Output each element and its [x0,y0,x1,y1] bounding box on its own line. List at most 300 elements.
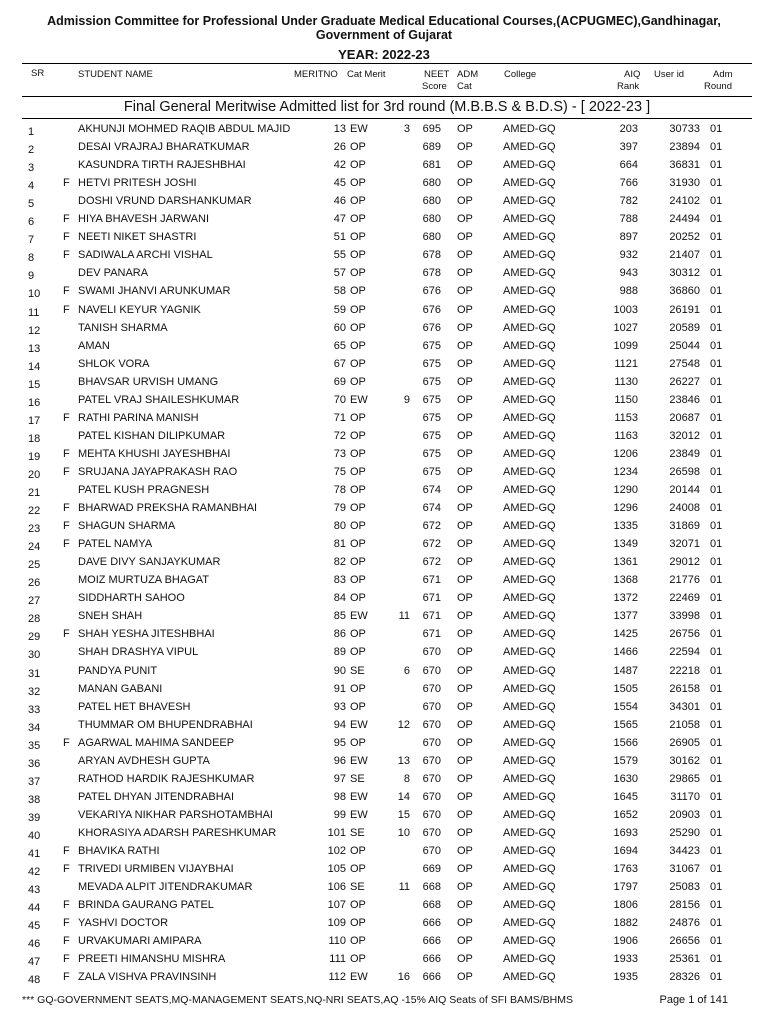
row-student-name: SHLOK VORA [78,357,150,370]
row-college: AMED-GQ [503,375,556,388]
row-aiq-rank: 1150 [614,393,638,406]
row-adm-cat: OP [457,700,473,713]
row-adm-round: 01 [710,556,723,569]
row-merit-no: 58 [333,285,346,298]
row-college: AMED-GQ [503,213,556,226]
row-aiq-rank: 766 [619,177,638,190]
row-user-id: 20903 [669,808,700,821]
row-user-id: 31067 [669,863,700,876]
row-sr: 48 [28,974,41,987]
row-merit-no: 86 [333,628,346,641]
row-adm-round: 01 [710,231,723,244]
row-aiq-rank: 1335 [613,520,638,533]
row-category: OP [350,303,366,316]
row-cat-merit: 11 [398,881,410,894]
row-gender: F [63,213,70,226]
row-merit-no: 45 [333,177,346,190]
row-category: EW [350,393,368,406]
row-adm-cat: OP [457,772,473,785]
row-college: AMED-GQ [503,267,556,280]
header-title: Admission Committee for Professional Under Graduate Medical Educational Courses,(ACPUGMEC),Gandhinagar, [47,14,721,28]
row-adm-cat: OP [457,195,473,208]
row-category: EW [350,790,368,803]
row-sr: 2 [28,144,35,157]
row-adm-cat: OP [457,646,473,659]
row-gender: F [63,935,70,948]
row-student-name: THUMMAR OM BHUPENDRABHAI [78,718,253,731]
row-adm-round: 01 [710,664,723,677]
row-college: AMED-GQ [503,429,556,442]
row-merit-no: 84 [333,592,346,605]
row-merit-no: 26 [333,141,346,154]
row-merit-no: 101 [327,826,346,839]
row-aiq-rank: 1163 [614,429,638,442]
row-aiq-rank: 1153 [614,411,638,424]
row-category: OP [350,339,366,352]
row-user-id: 30733 [669,123,700,135]
row-sr: 40 [28,829,41,842]
row-merit-no: 78 [333,484,346,496]
table-row [0,373,768,391]
row-neet-score: 672 [422,538,441,551]
row-adm-round: 01 [710,808,723,821]
col-adm-cat-1: ADM [457,69,479,80]
row-adm-cat: OP [457,484,473,496]
row-aiq-rank: 1694 [613,845,638,857]
row-gender: F [63,628,70,641]
row-college: AMED-GQ [503,484,556,496]
row-neet-score: 675 [422,465,441,478]
row-sr: 29 [28,631,41,644]
row-user-id: 33998 [669,610,700,623]
row-merit-no: 98 [333,790,346,803]
row-neet-score: 670 [422,718,441,731]
row-adm-cat: OP [457,845,473,857]
row-category: EW [350,718,368,731]
row-student-name: ARYAN AVDHESH GUPTA [78,754,210,767]
table-row [0,264,768,282]
table-row [0,589,768,607]
row-aiq-rank: 932 [619,249,638,262]
table-row [0,734,768,752]
row-college: AMED-GQ [503,610,556,623]
row-adm-cat: OP [457,159,473,172]
row-student-name: BRINDA GAURANG PATEL [78,899,214,912]
row-college: AMED-GQ [503,177,556,190]
row-category: EW [350,808,368,821]
row-aiq-rank: 1121 [614,357,638,370]
row-adm-cat: OP [457,502,473,515]
row-neet-score: 668 [422,881,441,894]
row-sr: 39 [28,811,41,824]
row-adm-cat: OP [457,754,473,767]
row-neet-score: 670 [422,736,441,749]
row-merit-no: 111 [329,953,346,966]
col-adm-cat-2: Cat [457,81,472,92]
row-college: AMED-GQ [503,520,556,533]
row-category: SE [350,772,365,785]
row-cat-merit: 9 [403,393,410,406]
footer [22,994,752,1006]
row-adm-round: 01 [710,646,723,659]
row-student-name: SHAGUN SHARMA [78,520,176,533]
row-gender: F [63,249,70,262]
row-user-id: 29865 [669,772,700,785]
row-aiq-rank: 1645 [613,790,638,803]
row-sr: 20 [28,468,41,481]
row-neet-score: 666 [422,971,441,984]
col-adm-round-2: Round [704,81,732,92]
row-student-name: PATEL NAMYA [78,538,153,551]
row-aiq-rank: 1797 [613,881,638,894]
row-adm-round: 01 [710,863,723,876]
row-neet-score: 669 [422,863,441,876]
row-adm-round: 01 [710,574,723,587]
row-student-name: SHAH DRASHYA VIPUL [78,646,199,659]
row-student-name: SRUJANA JAYAPRAKASH RAO [78,465,238,478]
row-gender: F [63,447,70,460]
row-aiq-rank: 1234 [613,465,638,478]
row-adm-round: 01 [710,971,723,984]
row-sr: 32 [28,685,41,698]
row-neet-score: 675 [422,357,441,370]
row-student-name: MANAN GABANI [78,682,163,695]
row-adm-round: 01 [710,826,723,839]
row-user-id: 23849 [669,447,700,460]
row-student-name: PATEL KUSH PRAGNESH [78,484,210,496]
row-student-name: PATEL DHYAN JITENDRABHAI [78,790,235,803]
row-adm-cat: OP [457,736,473,749]
row-adm-cat: OP [457,682,473,695]
row-category: OP [350,375,366,388]
row-cat-merit: 6 [403,664,410,677]
row-neet-score: 672 [422,556,441,569]
header-year: YEAR: 2022-23 [338,47,430,62]
row-neet-score: 670 [422,790,441,803]
row-category: SE [350,664,365,677]
row-merit-no: 93 [333,700,346,713]
row-sr: 25 [28,559,41,572]
row-adm-cat: OP [457,465,473,478]
row-neet-score: 666 [422,917,441,930]
row-merit-no: 42 [333,159,346,172]
row-student-name: SNEH SHAH [78,610,143,623]
row-gender: F [63,845,70,857]
header-subtitle: Government of Gujarat [315,28,453,42]
row-college: AMED-GQ [503,682,556,695]
row-merit-no: 75 [333,465,346,478]
row-user-id: 21776 [669,574,700,587]
row-college: AMED-GQ [503,826,556,839]
row-aiq-rank: 782 [619,195,638,208]
row-gender: F [63,520,70,533]
row-sr: 28 [28,613,41,626]
row-aiq-rank: 1566 [613,736,638,749]
row-sr: 10 [28,288,41,301]
row-adm-round: 01 [710,195,723,208]
row-category: OP [350,141,366,154]
row-neet-score: 674 [422,502,441,515]
row-sr: 15 [28,378,41,391]
table-row [0,156,768,174]
row-aiq-rank: 1130 [614,375,638,388]
table-row [0,788,768,806]
row-adm-round: 01 [710,213,723,226]
table-row [0,210,768,228]
row-user-id: 20589 [669,321,700,334]
table-row [0,571,768,589]
table-row [0,120,768,138]
row-aiq-rank: 1579 [613,754,638,767]
row-user-id: 28156 [669,899,700,912]
row-merit-no: 81 [333,538,346,551]
row-category: OP [350,249,366,262]
row-user-id: 31869 [669,520,700,533]
row-merit-no: 90 [333,664,346,677]
row-gender: F [63,971,70,984]
row-user-id: 24102 [669,195,700,208]
row-adm-cat: OP [457,556,473,569]
row-college: AMED-GQ [503,700,556,713]
table-row [0,716,768,734]
row-adm-round: 01 [710,249,723,262]
row-merit-no: 72 [333,429,346,442]
row-adm-round: 01 [710,772,723,785]
row-merit-no: 112 [328,971,346,984]
row-merit-no: 47 [333,213,346,226]
row-neet-score: 671 [422,610,441,623]
row-category: OP [350,917,366,930]
col-neet-score-1: NEET [424,69,450,80]
header-divider-bottom [22,96,752,97]
row-college: AMED-GQ [503,917,556,930]
row-college: AMED-GQ [503,899,556,912]
row-aiq-rank: 1099 [613,339,638,352]
row-adm-round: 01 [710,465,723,478]
row-sr: 13 [28,342,41,355]
row-neet-score: 680 [422,213,441,226]
table-row [0,896,768,914]
row-aiq-rank: 1466 [613,646,638,659]
row-category: OP [350,520,366,533]
row-neet-score: 675 [422,339,441,352]
table-row [0,607,768,625]
row-college: AMED-GQ [503,502,556,515]
row-user-id: 32012 [669,429,700,442]
table-row [0,535,768,553]
col-student-name: STUDENT NAME [78,69,153,80]
table-row [0,445,768,463]
row-category: OP [350,231,366,244]
row-adm-round: 01 [710,303,723,316]
row-gender: F [63,411,70,424]
table-row [0,752,768,770]
row-adm-round: 01 [710,790,723,803]
row-aiq-rank: 1027 [613,321,638,334]
row-student-name: PATEL KISHAN DILIPKUMAR [78,429,226,442]
row-college: AMED-GQ [503,664,556,677]
row-user-id: 26227 [669,375,700,388]
row-student-name: BHAVIKA RATHI [78,845,160,857]
row-adm-round: 01 [710,159,723,172]
row-merit-no: 106 [327,881,346,894]
row-aiq-rank: 1763 [613,863,638,876]
row-gender: F [63,231,70,244]
row-sr: 16 [28,396,41,409]
row-adm-round: 01 [710,953,723,966]
row-neet-score: 678 [422,249,441,262]
table-row [0,932,768,950]
row-adm-round: 01 [710,321,723,334]
col-user-id: User id [654,69,685,80]
row-neet-score: 678 [422,267,441,280]
row-sr: 24 [28,541,41,554]
row-college: AMED-GQ [503,863,556,876]
row-gender: F [63,502,70,515]
row-adm-cat: OP [457,574,473,587]
table-row [0,391,768,409]
row-adm-cat: OP [457,538,473,551]
row-college: AMED-GQ [503,935,556,948]
row-category: OP [350,556,366,569]
row-user-id: 22218 [669,664,700,677]
row-gender: F [63,465,70,478]
row-sr: 7 [28,234,35,247]
row-adm-cat: OP [457,213,473,226]
row-adm-cat: OP [457,393,473,406]
row-student-name: TANISH SHARMA [78,321,168,334]
row-aiq-rank: 1806 [613,899,638,912]
row-sr: 45 [28,920,41,933]
row-college: AMED-GQ [503,465,556,478]
table-row [0,174,768,192]
row-user-id: 30162 [669,754,700,767]
row-category: OP [350,285,366,298]
row-neet-score: 675 [422,375,441,388]
row-gender: F [63,917,70,930]
row-student-name: KASUNDRA TIRTH RAJESHBHAI [78,159,246,172]
row-adm-cat: OP [457,592,473,605]
row-student-name: MEHTA KHUSHI JAYESHBHAI [78,447,231,460]
table-row [0,770,768,788]
row-neet-score: 672 [422,520,441,533]
row-gender: F [63,863,70,876]
row-college: AMED-GQ [503,285,556,298]
row-merit-no: 69 [333,375,346,388]
table-row [0,138,768,156]
table-row [0,337,768,355]
row-adm-round: 01 [710,845,723,857]
row-college: AMED-GQ [503,411,556,424]
table-row [0,878,768,896]
row-aiq-rank: 1372 [613,592,638,605]
row-adm-cat: OP [457,267,473,280]
row-college: AMED-GQ [503,628,556,641]
row-category: OP [350,195,366,208]
row-user-id: 21407 [669,249,700,262]
row-student-name: SIDDHARTH SAHOO [78,592,185,605]
row-sr: 34 [28,721,41,734]
row-sr: 36 [28,757,41,770]
row-sr: 3 [28,162,35,175]
row-merit-no: 51 [333,231,346,244]
row-sr: 26 [28,577,41,590]
row-user-id: 23894 [669,141,700,154]
row-adm-round: 01 [710,700,723,713]
row-student-name: TRIVEDI URMIBEN VIJAYBHAI [78,863,234,876]
row-user-id: 26598 [669,465,700,478]
row-merit-no: 109 [327,917,346,930]
row-student-name: AKHUNJI MOHMED RAQIB ABDUL MAJID [78,123,291,135]
row-college: AMED-GQ [503,357,556,370]
row-college: AMED-GQ [503,574,556,587]
row-adm-cat: OP [457,123,473,135]
row-merit-no: 71 [333,411,346,424]
row-adm-round: 01 [710,502,723,515]
row-sr: 42 [28,866,41,879]
row-college: AMED-GQ [503,123,556,135]
row-user-id: 36831 [669,159,700,172]
row-adm-round: 01 [710,285,723,298]
row-aiq-rank: 1933 [613,953,638,966]
row-adm-cat: OP [457,935,473,948]
row-user-id: 26756 [669,628,700,641]
row-aiq-rank: 1487 [613,664,638,677]
row-college: AMED-GQ [503,393,556,406]
row-aiq-rank: 988 [619,285,638,298]
row-adm-cat: OP [457,285,473,298]
row-sr: 18 [28,432,41,445]
row-sr: 44 [28,902,41,915]
row-student-name: URVAKUMARI AMIPARA [78,935,202,948]
row-student-name: NAVELI KEYUR YAGNIK [78,303,201,316]
row-user-id: 31930 [669,177,700,190]
row-neet-score: 670 [422,700,441,713]
row-aiq-rank: 1425 [613,628,638,641]
col-merit-no: MERITNO [294,69,338,80]
row-gender: F [63,303,70,316]
col-sr: SR [31,68,45,79]
row-sr: 6 [28,216,35,229]
table-row [0,427,768,445]
row-neet-score: 675 [422,447,441,460]
row-college: AMED-GQ [503,790,556,803]
row-neet-score: 689 [422,141,441,154]
row-category: OP [350,700,366,713]
row-category: OP [350,899,366,912]
row-category: OP [350,177,366,190]
row-merit-no: 80 [333,520,346,533]
row-category: EW [350,610,368,623]
row-neet-score: 670 [422,772,441,785]
row-student-name: MOIZ MURTUZA BHAGAT [78,574,209,587]
row-sr: 37 [28,775,41,788]
row-merit-no: 107 [327,899,346,912]
table-row [0,499,768,517]
row-aiq-rank: 1935 [613,971,638,984]
table-row [0,192,768,210]
row-aiq-rank: 397 [619,141,638,154]
row-aiq-rank: 1505 [613,682,638,695]
row-merit-no: 94 [333,718,346,731]
row-category: OP [350,159,366,172]
row-student-name: BHARWAD PREKSHA RAMANBHAI [78,502,258,515]
row-adm-cat: OP [457,231,473,244]
row-college: AMED-GQ [503,195,556,208]
row-adm-round: 01 [710,592,723,605]
row-adm-round: 01 [710,177,723,190]
row-user-id: 34301 [669,700,700,713]
